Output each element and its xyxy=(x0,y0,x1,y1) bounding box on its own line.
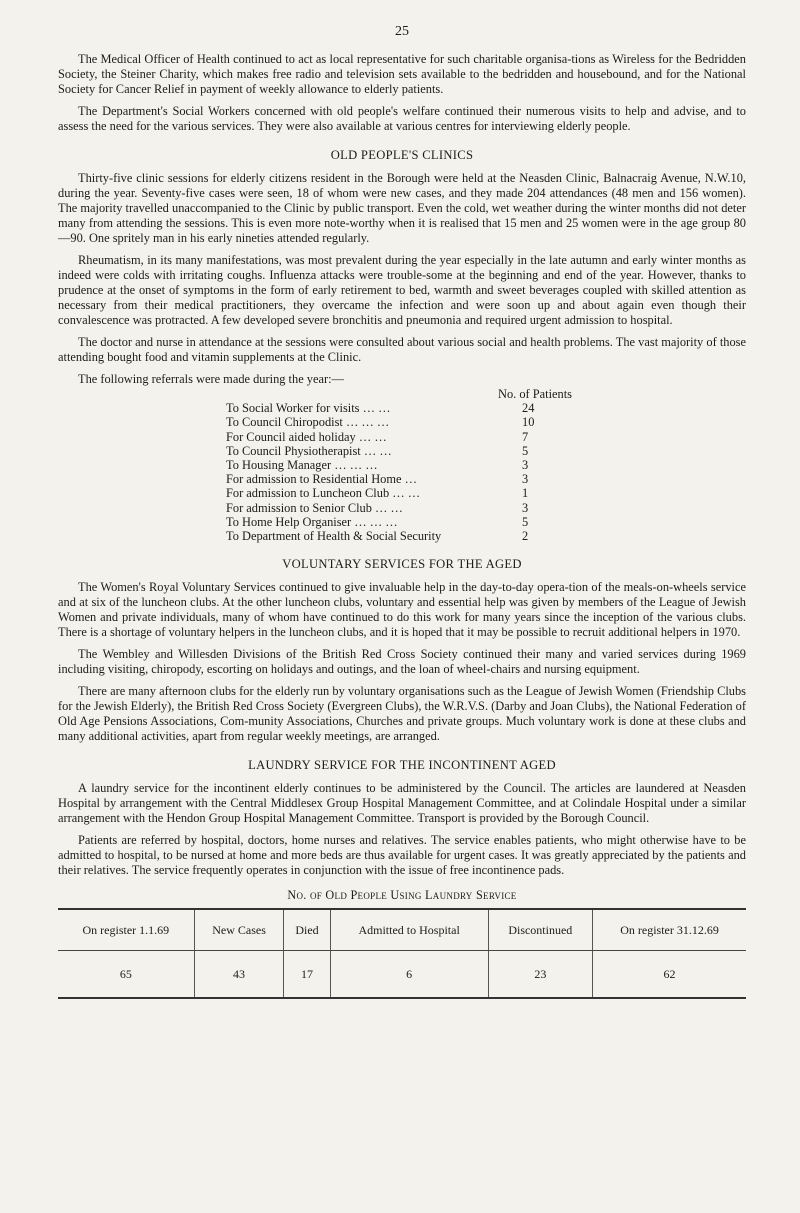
voluntary-paragraph-3: There are many afternoon clubs for the elderly run by voluntary organisations such as the League of Jewish Women (Friendship Clubs for the Jewish Elderly), the British Red Cross Society (Evergreen Clubs), the W.R.V.S. (Darby and Joan Clubs), the National Federation of Old Age Pensions Associations, Com-munity Associations, Churches and private groups. Much voluntary work is done at these clubs and many additional activities, apart from regular weekly meetings, are arranged. xyxy=(58,684,746,744)
referral-value: 3 xyxy=(522,500,529,515)
table-cell: 65 xyxy=(119,966,132,981)
referral-label: For admission to Residential Home … xyxy=(226,472,418,487)
laundry-heading: LAUNDRY SERVICE FOR THE INCONTINENT AGED xyxy=(248,758,556,773)
referral-row xyxy=(226,415,746,429)
table-row xyxy=(58,951,746,999)
referral-row xyxy=(226,515,746,529)
table-cell: 62 xyxy=(593,951,746,999)
clinics-paragraph-1: Thirty-five clinic sessions for elderly citizens resident in the Borough were held at the Neasden Clinic, Balnacraig Avenue, N.W.10, during the year. Seventy-five cases were seen, 18 of whom were new cases, and they made 204 attendances (48 men and 156 women). The majority travelled unaccompanied to the Clinic by public transport. Even the cold, wet weather during the winter months did not deter many from attending the sessions. This is even more note-worthy when it is realised that 15 men and 25 women were in the age group 80—90. One spritely man in his early nineties attended regularly. xyxy=(58,171,746,245)
table-header-cell: On register 1.1.69 xyxy=(58,909,194,951)
voluntary-paragraph-1: The Women's Royal Voluntary Services continued to give invaluable help in the day-to-day opera-tion of the meals-on-wheels service and at six of the luncheon clubs. At the other luncheon clubs, voluntary and essential help was given by members of the League of Jewish Women and private individuals, many of whom have continued to do this work for many years since the inception of the various clubs. There is a shortage of voluntary helpers in the luncheon clubs, and it is hoped that it may be possible to recruit additional helpers in 1970. xyxy=(58,580,746,640)
referral-value: 3 xyxy=(522,472,529,487)
laundry-table xyxy=(58,908,746,999)
referral-label: To Housing Manager … … … xyxy=(226,458,378,473)
referral-row xyxy=(226,458,746,472)
table-cell: 17 xyxy=(284,951,330,999)
voluntary-heading: VOLUNTARY SERVICES FOR THE AGED xyxy=(282,557,522,572)
referral-label: To Council Chiropodist … … … xyxy=(226,415,390,430)
table-header-cell: On register 31.12.69 xyxy=(593,909,746,951)
laundry-paragraph-1: A laundry service for the incontinent elderly continues to be administered by the Council. The articles are laundered at Neasden Hospital by arrangement with the Central Middlesex Group Hospital Management Committee, and at Colindale Hospital under a similar arrangement with the Hendon Group Hospital Management Committee. Transport is provided by the Borough Council. xyxy=(58,781,746,826)
referrals-table xyxy=(226,387,746,543)
clinics-paragraph-3: The doctor and nurse in attendance at the sessions were consulted about various social and health problems. The vast majority of those attending bought food and vitamin supplements at the Clinic. xyxy=(58,335,746,364)
referral-row xyxy=(226,430,746,444)
referral-row xyxy=(226,501,746,515)
clinics-paragraph-2: Rheumatism, in its many manifestations, was most prevalent during the year especially in the late autumn and early winter months as indeed were colds with irritating coughs. Influenza attacks were trouble-some at the beginning and end of the year. However, thanks to prudence at the onset of symptoms in the form of early retirement to bed, warmth and sweet beverages coupled with skilled attention as necessary from their medical practitioners, they overcame the infection and were soon up and about again even though their convalescence was protracted. A few developed severe bronchitis and pneumonia and required urgent admission to hospital. xyxy=(58,253,746,327)
laundry-table-caption: No. of Old People Using Laundry Service xyxy=(287,888,517,903)
referral-value: 10 xyxy=(522,415,535,430)
referral-label: For admission to Luncheon Club … … xyxy=(226,486,421,501)
referral-label: To Social Worker for visits … … xyxy=(226,401,391,416)
referral-value: 5 xyxy=(522,514,529,529)
intro-paragraph-2: The Department's Social Workers concerned with old people's welfare continued their numerous visits to help and advise, and to assess the need for the various services. They were also available at various centres for interviewing elderly people. xyxy=(58,104,746,133)
referral-label: For Council aided holiday … … xyxy=(226,429,387,444)
referrals-column-header: No. of Patients xyxy=(498,387,572,401)
referral-value: 3 xyxy=(522,458,529,473)
referral-row xyxy=(226,472,746,486)
table-header-cell: Admitted to Hospital xyxy=(330,909,488,951)
referral-row xyxy=(226,401,746,415)
referral-label: To Council Physiotherapist … … xyxy=(226,443,392,458)
laundry-paragraph-2: Patients are referred by hospital, doctors, home nurses and relatives. The service enables patients, who might otherwise have to be admitted to hospital, to be nursed at home and more beds are thus available for urgent cases. It was greatly appreciated by the patients and their relatives. The service frequently operates in conjunction with the issue of free incontinence pads. xyxy=(58,833,746,878)
referral-value: 2 xyxy=(522,529,529,544)
referral-row xyxy=(226,444,746,458)
table-header-row xyxy=(58,909,746,951)
voluntary-paragraph-2: The Wembley and Willesden Divisions of the British Red Cross Society continued their many and varied services during 1969 including visiting, chiropody, escorting on holidays and outings, and the loan of wheel-chairs and nursing equipment. xyxy=(58,647,746,677)
intro-paragraph-1: The Medical Officer of Health continued to act as local representative for such charitable organisa-tions as Wireless for the Bedridden Society, the Steiner Charity, which makes free radio and television sets available to the bedridden and housebound, and for the National Society for Cancer Relief in payment of weekly allowance to elderly patients. xyxy=(58,52,746,96)
referral-row xyxy=(226,529,746,543)
document-page xyxy=(58,0,746,999)
table-cell: 43 xyxy=(194,951,284,999)
referral-value: 7 xyxy=(522,429,529,444)
referral-intro: The following referrals were made during the year:— xyxy=(78,372,344,386)
table-header-cell: Died xyxy=(284,909,330,951)
referral-row xyxy=(226,486,746,500)
referral-label: For admission to Senior Club … … xyxy=(226,500,403,515)
table-header-cell: Discontinued xyxy=(488,909,592,951)
referral-label: To Department of Health & Social Security xyxy=(226,529,442,544)
referral-value: 1 xyxy=(522,486,529,501)
referral-value: 5 xyxy=(522,443,529,458)
table-cell: 6 xyxy=(330,951,488,999)
table-cell: 23 xyxy=(488,951,592,999)
referral-value: 24 xyxy=(522,401,535,416)
page-number: 25 xyxy=(395,24,409,39)
clinics-heading: OLD PEOPLE'S CLINICS xyxy=(330,148,474,162)
table-header-cell: New Cases xyxy=(194,909,284,951)
referral-label: To Home Help Organiser … … … xyxy=(226,514,398,529)
